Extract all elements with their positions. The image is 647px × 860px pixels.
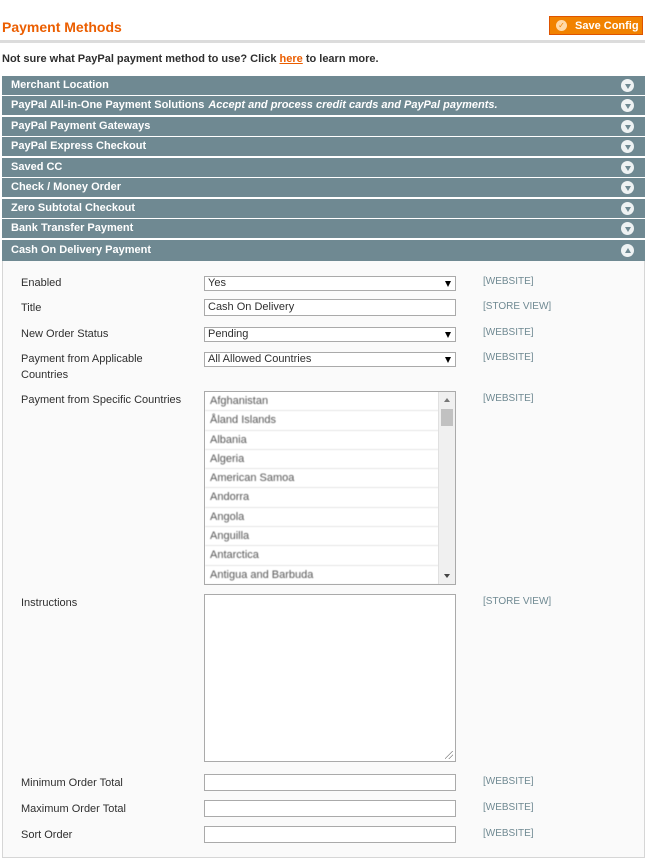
section-paypal-payment-gateways[interactable]: PayPal Payment Gateways (2, 117, 645, 136)
scrollbar-thumb[interactable] (441, 409, 453, 426)
dropdown-arrow-icon (445, 281, 451, 287)
sort-order-input[interactable] (204, 826, 456, 843)
country-option[interactable]: American Samoa (205, 469, 439, 488)
sort-order-label: Sort Order (21, 829, 73, 841)
country-option[interactable]: Angola (205, 508, 439, 527)
scope-label: [WEBSITE] (483, 393, 534, 404)
applicable-countries-select[interactable]: All Allowed Countries (204, 352, 456, 367)
scroll-down-icon[interactable] (444, 574, 450, 578)
specific-countries-multiselect[interactable] (204, 391, 456, 585)
max-order-total-label: Maximum Order Total (21, 803, 126, 815)
expand-icon (621, 120, 634, 133)
country-option[interactable]: Afghanistan (205, 392, 439, 411)
expand-icon (621, 99, 634, 112)
expand-icon (621, 79, 634, 92)
scope-label: [WEBSITE] (483, 327, 534, 338)
dropdown-arrow-icon (445, 357, 451, 363)
check-icon: ✓ (556, 20, 567, 31)
title-input[interactable]: Cash On Delivery (204, 299, 456, 316)
country-option[interactable]: Andorra (205, 488, 439, 507)
new-order-status-select[interactable]: Pending (204, 327, 456, 342)
dropdown-arrow-icon (445, 332, 451, 338)
scope-label: [WEBSITE] (483, 828, 534, 839)
expand-icon (621, 181, 634, 194)
paypal-help-text: Not sure what PayPal payment method to use? Click here to learn more. (2, 53, 379, 65)
title-label: Title (21, 302, 42, 314)
section-zero-subtotal-checkout[interactable]: Zero Subtotal Checkout (2, 199, 645, 218)
section-paypal-all-in-one[interactable]: PayPal All-in-One Payment Solutions Accept and process credit cards and PayPal payments. (2, 96, 645, 115)
country-option[interactable]: Antigua and Barbuda (205, 566, 439, 585)
specific-countries-label: Payment from Specific Countries (21, 394, 182, 406)
new-order-status-label: New Order Status (21, 328, 109, 340)
expand-icon (621, 161, 634, 174)
section-saved-cc[interactable]: Saved CC (2, 158, 645, 177)
instructions-textarea[interactable] (204, 594, 456, 762)
expand-icon (621, 202, 634, 215)
resize-handle-icon[interactable] (445, 751, 453, 759)
scope-label: [STORE VIEW] (483, 301, 552, 312)
country-option[interactable]: Albania (205, 431, 439, 450)
section-paypal-express-checkout[interactable]: PayPal Express Checkout (2, 137, 645, 156)
scope-label: [WEBSITE] (483, 352, 534, 363)
max-order-total-input[interactable] (204, 800, 456, 817)
country-option[interactable]: Algeria (205, 450, 439, 469)
instructions-label: Instructions (21, 597, 78, 609)
min-order-total-label: Minimum Order Total (21, 777, 123, 789)
scope-label: [WEBSITE] (483, 776, 534, 787)
expand-icon (621, 222, 634, 235)
collapse-icon (621, 244, 634, 257)
save-config-label: Save Config (575, 19, 639, 32)
section-check-money-order[interactable]: Check / Money Order (2, 178, 645, 197)
applicable-countries-label: Payment from Applicable Countries (21, 353, 143, 381)
min-order-total-input[interactable] (204, 774, 456, 791)
section-merchant-location[interactable]: Merchant Location (2, 76, 645, 95)
save-config-button[interactable] (549, 16, 643, 35)
enabled-select[interactable]: Yes (204, 276, 456, 291)
section-cash-on-delivery[interactable]: Cash On Delivery Payment (2, 240, 645, 261)
learn-more-link[interactable]: here (279, 53, 303, 65)
scroll-up-icon[interactable] (444, 398, 450, 402)
scope-label: [WEBSITE] (483, 276, 534, 287)
section-description: Accept and process credit cards and PayPal payments. (208, 99, 498, 111)
country-option[interactable]: Åland Islands (205, 411, 439, 430)
title-divider (0, 40, 645, 43)
page-title: Payment Methods (2, 19, 122, 35)
scope-label: [WEBSITE] (483, 802, 534, 813)
country-option[interactable]: Anguilla (205, 527, 439, 546)
scope-label: [STORE VIEW] (483, 596, 552, 607)
country-option[interactable]: Antarctica (205, 546, 439, 565)
section-bank-transfer-payment[interactable]: Bank Transfer Payment (2, 219, 645, 238)
expand-icon (621, 140, 634, 153)
scrollbar[interactable] (438, 392, 455, 584)
enabled-label: Enabled (21, 277, 62, 289)
